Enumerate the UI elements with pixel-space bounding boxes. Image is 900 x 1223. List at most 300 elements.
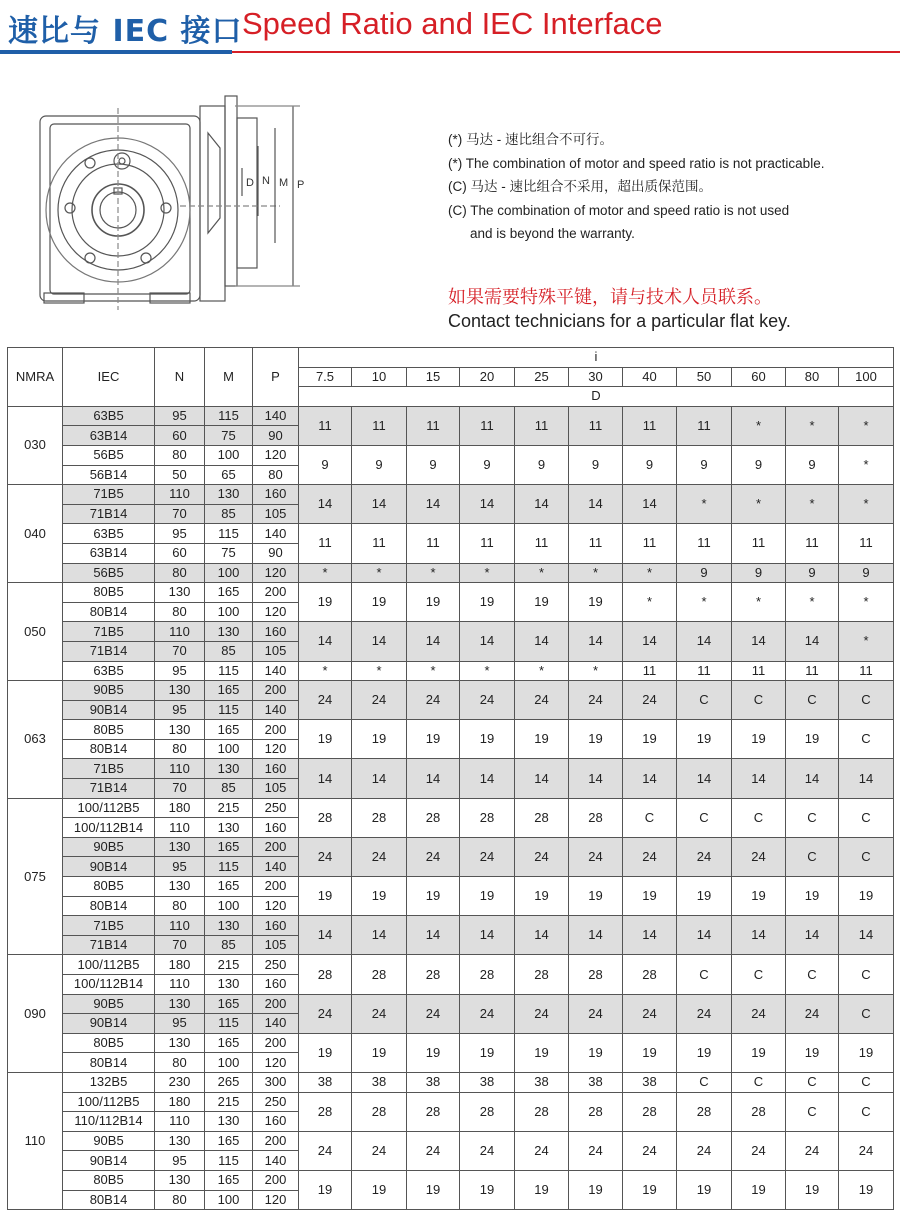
shaft-diameter-cell: 38	[460, 1072, 515, 1092]
p-cell: 120	[253, 445, 299, 465]
shaft-diameter-cell: 9	[786, 563, 839, 583]
iec-cell: 71B5	[63, 759, 155, 779]
n-cell: 80	[155, 445, 205, 465]
shaft-diameter-cell: 9	[786, 445, 839, 484]
m-cell: 115	[205, 700, 253, 720]
m-cell: 165	[205, 583, 253, 603]
shaft-diameter-cell: 24	[407, 681, 460, 720]
m-cell: 265	[205, 1072, 253, 1092]
note-star-cn: (*) 马达 - 速比组合不可行。	[448, 132, 613, 147]
shaft-diameter-cell: 14	[515, 622, 569, 661]
shaft-diameter-cell: *	[569, 563, 623, 583]
n-cell: 180	[155, 955, 205, 975]
shaft-diameter-cell: 24	[407, 994, 460, 1033]
m-cell: 115	[205, 857, 253, 877]
iec-cell: 80B5	[63, 1170, 155, 1190]
shaft-diameter-cell: 19	[623, 877, 677, 916]
shaft-diameter-cell: 19	[786, 877, 839, 916]
shaft-diameter-cell: 19	[407, 1170, 460, 1209]
shaft-diameter-cell: 19	[786, 1170, 839, 1209]
m-cell: 115	[205, 406, 253, 426]
shaft-diameter-cell: 9	[839, 563, 894, 583]
p-cell: 105	[253, 935, 299, 955]
shaft-diameter-cell: 11	[623, 406, 677, 445]
n-cell: 130	[155, 1131, 205, 1151]
shaft-diameter-cell: 28	[460, 798, 515, 837]
p-cell: 250	[253, 1092, 299, 1112]
n-cell: 95	[155, 661, 205, 681]
p-cell: 200	[253, 1170, 299, 1190]
shaft-diameter-cell: 24	[623, 681, 677, 720]
ratio-iec-table	[7, 347, 894, 1210]
shaft-diameter-cell: 24	[407, 837, 460, 876]
p-cell: 140	[253, 700, 299, 720]
shaft-diameter-cell: 28	[407, 955, 460, 994]
iec-cell: 100/112B5	[63, 955, 155, 975]
shaft-diameter-cell: 14	[352, 759, 407, 798]
shaft-diameter-cell: 19	[732, 1033, 786, 1072]
shaft-diameter-cell: 19	[839, 1033, 894, 1072]
shaft-diameter-cell: 24	[299, 1131, 352, 1170]
p-cell: 250	[253, 955, 299, 975]
n-cell: 110	[155, 622, 205, 642]
shaft-diameter-cell: 24	[569, 681, 623, 720]
shaft-diameter-cell: 19	[786, 1033, 839, 1072]
shaft-diameter-cell: C	[839, 720, 894, 759]
table-row	[8, 583, 894, 603]
shaft-diameter-cell: *	[299, 661, 352, 681]
table-row	[8, 1072, 894, 1092]
shaft-diameter-cell: 14	[515, 916, 569, 955]
shaft-diameter-cell: 19	[732, 1170, 786, 1209]
table-row	[8, 524, 894, 544]
m-cell: 130	[205, 916, 253, 936]
shaft-diameter-cell: 24	[677, 1131, 732, 1170]
nmra-size-cell: 110	[8, 1072, 63, 1209]
n-cell: 180	[155, 1092, 205, 1112]
shaft-diameter-cell: 14	[460, 622, 515, 661]
shaft-diameter-cell: 19	[407, 720, 460, 759]
iec-cell: 71B5	[63, 622, 155, 642]
shaft-diameter-cell: 24	[407, 1131, 460, 1170]
shaft-diameter-cell: C	[839, 994, 894, 1033]
shaft-diameter-cell: 14	[299, 916, 352, 955]
p-cell: 105	[253, 641, 299, 661]
iec-cell: 80B5	[63, 583, 155, 603]
shaft-diameter-cell: 24	[352, 994, 407, 1033]
shaft-diameter-cell: C	[786, 955, 839, 994]
shaft-diameter-cell: 28	[515, 798, 569, 837]
n-cell: 70	[155, 504, 205, 524]
shaft-diameter-cell: *	[839, 622, 894, 661]
shaft-diameter-cell: 11	[569, 524, 623, 563]
shaft-diameter-cell: C	[839, 1072, 894, 1092]
shaft-diameter-cell: C	[732, 681, 786, 720]
shaft-diameter-cell: *	[299, 563, 352, 583]
shaft-diameter-cell: 11	[352, 524, 407, 563]
p-cell: 160	[253, 975, 299, 995]
dim-label-n: N	[262, 175, 270, 187]
p-cell: 120	[253, 739, 299, 759]
shaft-diameter-cell: 19	[460, 720, 515, 759]
p-cell: 250	[253, 798, 299, 818]
shaft-diameter-cell: 28	[352, 955, 407, 994]
shaft-diameter-cell: 19	[299, 583, 352, 622]
shaft-diameter-cell: 24	[786, 1131, 839, 1170]
shaft-diameter-cell: 14	[569, 622, 623, 661]
m-cell: 85	[205, 504, 253, 524]
nmra-size-cell: 063	[8, 681, 63, 799]
shaft-diameter-cell: 24	[515, 994, 569, 1033]
shaft-diameter-cell: *	[407, 563, 460, 583]
shaft-diameter-cell: 11	[839, 524, 894, 563]
shaft-diameter-cell: C	[839, 798, 894, 837]
shaft-diameter-cell: 19	[569, 877, 623, 916]
shaft-diameter-cell: 28	[569, 1092, 623, 1131]
p-cell: 200	[253, 837, 299, 857]
iec-cell: 90B5	[63, 994, 155, 1014]
shaft-diameter-cell: 28	[732, 1092, 786, 1131]
dim-label-p: P	[297, 179, 305, 191]
iec-cell: 56B5	[63, 563, 155, 583]
shaft-diameter-cell: 14	[460, 485, 515, 524]
shaft-diameter-cell: 24	[515, 681, 569, 720]
m-cell: 115	[205, 524, 253, 544]
iec-cell: 63B5	[63, 661, 155, 681]
n-cell: 80	[155, 896, 205, 916]
table-row	[8, 720, 894, 740]
table-row	[8, 759, 894, 779]
shaft-diameter-cell: 14	[732, 622, 786, 661]
contact-note-en: Contact technicians for a particular flat key.	[448, 311, 791, 331]
shaft-diameter-cell: 19	[407, 583, 460, 622]
shaft-diameter-cell: *	[839, 445, 894, 484]
m-cell: 100	[205, 563, 253, 583]
p-cell: 105	[253, 504, 299, 524]
shaft-diameter-cell: 11	[677, 661, 732, 681]
shaft-diameter-cell: 24	[569, 994, 623, 1033]
title-english: Speed Ratio and IEC Interface	[242, 6, 663, 41]
iec-cell: 56B5	[63, 445, 155, 465]
shaft-diameter-cell: 19	[460, 1170, 515, 1209]
p-cell: 80	[253, 465, 299, 485]
table-row	[8, 837, 894, 857]
m-cell: 130	[205, 975, 253, 995]
m-cell: 165	[205, 994, 253, 1014]
shaft-diameter-cell: C	[732, 1072, 786, 1092]
shaft-diameter-cell: 9	[407, 445, 460, 484]
shaft-diameter-cell: 28	[352, 1092, 407, 1131]
nmra-size-cell: 075	[8, 798, 63, 955]
table-row	[8, 877, 894, 897]
p-cell: 90	[253, 426, 299, 446]
iec-cell: 90B14	[63, 857, 155, 877]
ratio-header-cell: 15	[407, 367, 460, 387]
p-cell: 105	[253, 779, 299, 799]
shaft-diameter-cell: 19	[407, 1033, 460, 1072]
shaft-diameter-cell: *	[677, 485, 732, 524]
shaft-diameter-cell: 9	[460, 445, 515, 484]
shaft-diameter-cell: 19	[515, 1170, 569, 1209]
table-row	[8, 1033, 894, 1053]
iec-cell: 63B14	[63, 543, 155, 563]
shaft-diameter-cell: 11	[677, 406, 732, 445]
n-cell: 95	[155, 700, 205, 720]
shaft-diameter-cell: *	[515, 563, 569, 583]
shaft-diameter-cell: 24	[677, 994, 732, 1033]
n-cell: 110	[155, 916, 205, 936]
shaft-diameter-cell: *	[623, 563, 677, 583]
p-cell: 160	[253, 485, 299, 505]
m-cell: 115	[205, 661, 253, 681]
m-cell: 165	[205, 1131, 253, 1151]
shaft-diameter-cell: 11	[677, 524, 732, 563]
shaft-diameter-cell: 14	[677, 622, 732, 661]
contact-note-cn: 如果需要特殊平键，请与技术人员联系。	[448, 287, 772, 308]
shaft-diameter-cell: 24	[299, 681, 352, 720]
shaft-diameter-cell: C	[839, 955, 894, 994]
shaft-diameter-cell: 14	[732, 759, 786, 798]
p-cell: 160	[253, 818, 299, 838]
m-cell: 165	[205, 1170, 253, 1190]
ratio-header-cell: 20	[460, 367, 515, 387]
iec-cell: 100/112B5	[63, 798, 155, 818]
shaft-diameter-cell: 28	[407, 798, 460, 837]
p-cell: 120	[253, 1190, 299, 1210]
shaft-diameter-cell: *	[515, 661, 569, 681]
p-cell: 200	[253, 1033, 299, 1053]
shaft-diameter-cell: 14	[839, 759, 894, 798]
shaft-diameter-cell: 14	[623, 485, 677, 524]
shaft-diameter-cell: 9	[677, 563, 732, 583]
shaft-diameter-cell: 19	[839, 877, 894, 916]
shaft-diameter-cell: 9	[677, 445, 732, 484]
shaft-diameter-cell: *	[460, 563, 515, 583]
shaft-diameter-cell: *	[732, 583, 786, 622]
shaft-diameter-cell: 28	[677, 1092, 732, 1131]
n-cell: 130	[155, 1033, 205, 1053]
shaft-diameter-cell: 28	[299, 1092, 352, 1131]
shaft-diameter-cell: *	[460, 661, 515, 681]
m-cell: 85	[205, 641, 253, 661]
shaft-diameter-cell: 14	[515, 759, 569, 798]
shaft-diameter-cell: *	[839, 485, 894, 524]
shaft-diameter-cell: 19	[299, 720, 352, 759]
shaft-diameter-cell: 9	[569, 445, 623, 484]
shaft-diameter-cell: 28	[569, 955, 623, 994]
m-cell: 130	[205, 622, 253, 642]
shaft-diameter-cell: 14	[732, 916, 786, 955]
n-cell: 95	[155, 1151, 205, 1171]
shaft-diameter-cell: 19	[352, 583, 407, 622]
shaft-diameter-cell: 19	[515, 1033, 569, 1072]
shaft-diameter-cell: 19	[515, 877, 569, 916]
shaft-diameter-cell: *	[569, 661, 623, 681]
shaft-diameter-cell: 11	[839, 661, 894, 681]
shaft-diameter-cell: *	[786, 583, 839, 622]
shaft-diameter-cell: 14	[460, 759, 515, 798]
iec-cell: 132B5	[63, 1072, 155, 1092]
shaft-diameter-cell: 9	[623, 445, 677, 484]
m-cell: 75	[205, 543, 253, 563]
shaft-diameter-cell: *	[407, 661, 460, 681]
shaft-diameter-cell: C	[677, 798, 732, 837]
shaft-diameter-cell: *	[352, 563, 407, 583]
shaft-diameter-cell: 24	[460, 837, 515, 876]
shaft-diameter-cell: C	[839, 837, 894, 876]
m-cell: 130	[205, 1112, 253, 1132]
m-cell: 215	[205, 1092, 253, 1112]
iec-cell: 71B5	[63, 485, 155, 505]
iec-cell: 71B14	[63, 935, 155, 955]
table-row	[8, 1170, 894, 1190]
shaft-diameter-cell: 24	[460, 681, 515, 720]
p-cell: 160	[253, 916, 299, 936]
shaft-diameter-cell: 24	[623, 994, 677, 1033]
shaft-diameter-cell: 19	[623, 1170, 677, 1209]
p-cell: 140	[253, 661, 299, 681]
shaft-diameter-cell: 14	[299, 485, 352, 524]
shaft-diameter-cell: 11	[623, 661, 677, 681]
note-star-en: (*) The combination of motor and speed ratio is not practicable.	[448, 155, 825, 171]
iec-cell: 110/112B14	[63, 1112, 155, 1132]
dim-label-d: D	[246, 177, 254, 189]
shaft-diameter-cell: 11	[786, 661, 839, 681]
shaft-diameter-cell: 11	[732, 524, 786, 563]
shaft-diameter-cell: 19	[407, 877, 460, 916]
shaft-diameter-cell: 38	[569, 1072, 623, 1092]
iec-cell: 90B14	[63, 1014, 155, 1034]
n-cell: 50	[155, 465, 205, 485]
n-cell: 70	[155, 641, 205, 661]
nmra-size-cell: 030	[8, 406, 63, 484]
shaft-diameter-cell: *	[786, 485, 839, 524]
shaft-diameter-cell: *	[839, 406, 894, 445]
m-cell: 115	[205, 1014, 253, 1034]
n-cell: 80	[155, 563, 205, 583]
shaft-diameter-cell: 11	[407, 524, 460, 563]
p-cell: 140	[253, 1014, 299, 1034]
shaft-diameter-cell: *	[732, 485, 786, 524]
iec-cell: 63B5	[63, 406, 155, 426]
p-cell: 90	[253, 543, 299, 563]
shaft-diameter-cell: 24	[732, 994, 786, 1033]
table-row	[8, 563, 894, 583]
n-cell: 130	[155, 583, 205, 603]
n-cell: 95	[155, 857, 205, 877]
p-cell: 140	[253, 857, 299, 877]
m-cell: 165	[205, 681, 253, 701]
shaft-diameter-cell: 24	[299, 994, 352, 1033]
shaft-diameter-cell: 28	[623, 955, 677, 994]
shaft-diameter-cell: 19	[623, 720, 677, 759]
shaft-diameter-cell: 14	[407, 485, 460, 524]
shaft-diameter-cell: 14	[677, 759, 732, 798]
shaft-diameter-cell: 19	[677, 720, 732, 759]
p-cell: 140	[253, 406, 299, 426]
ratio-header-cell: 60	[732, 367, 786, 387]
shaft-diameter-cell: 38	[515, 1072, 569, 1092]
iec-cell: 56B14	[63, 465, 155, 485]
title-chinese: 速比与 IEC 接口	[8, 14, 243, 49]
iec-cell: 63B5	[63, 524, 155, 544]
table-row	[8, 406, 894, 426]
header-m: M	[205, 348, 253, 407]
n-cell: 130	[155, 681, 205, 701]
iec-cell: 71B14	[63, 641, 155, 661]
n-cell: 110	[155, 1112, 205, 1132]
iec-cell: 90B5	[63, 837, 155, 857]
shaft-diameter-cell: C	[786, 681, 839, 720]
shaft-diameter-cell: 11	[460, 406, 515, 445]
shaft-diameter-cell: 24	[569, 837, 623, 876]
ratio-header-cell: 40	[623, 367, 677, 387]
iec-cell: 100/112B14	[63, 975, 155, 995]
p-cell: 200	[253, 1131, 299, 1151]
shaft-diameter-cell: 11	[623, 524, 677, 563]
shaft-diameter-cell: 14	[677, 916, 732, 955]
iec-cell: 80B5	[63, 720, 155, 740]
shaft-diameter-cell: 24	[677, 837, 732, 876]
shaft-diameter-cell: 14	[352, 622, 407, 661]
shaft-diameter-cell: 14	[786, 622, 839, 661]
shaft-diameter-cell: 19	[352, 1170, 407, 1209]
shaft-diameter-cell: 28	[299, 955, 352, 994]
p-cell: 160	[253, 1112, 299, 1132]
shaft-diameter-cell: 11	[460, 524, 515, 563]
m-cell: 165	[205, 837, 253, 857]
shaft-diameter-cell: 38	[623, 1072, 677, 1092]
m-cell: 130	[205, 818, 253, 838]
n-cell: 230	[155, 1072, 205, 1092]
iec-cell: 80B5	[63, 877, 155, 897]
table-row	[8, 661, 894, 681]
shaft-diameter-cell: 24	[352, 837, 407, 876]
shaft-diameter-cell: 19	[352, 720, 407, 759]
shaft-diameter-cell: 28	[515, 955, 569, 994]
m-cell: 65	[205, 465, 253, 485]
shaft-diameter-cell: 19	[732, 720, 786, 759]
shaft-diameter-cell: 14	[407, 916, 460, 955]
table-row	[8, 445, 894, 465]
m-cell: 165	[205, 877, 253, 897]
shaft-diameter-cell: 14	[299, 622, 352, 661]
shaft-diameter-cell: C	[732, 798, 786, 837]
iec-cell: 100/112B5	[63, 1092, 155, 1112]
iec-cell: 100/112B14	[63, 818, 155, 838]
ratio-header-cell: 7.5	[299, 367, 352, 387]
m-cell: 130	[205, 485, 253, 505]
shaft-diameter-cell: C	[677, 1072, 732, 1092]
shaft-diameter-cell: 9	[732, 445, 786, 484]
shaft-diameter-cell: *	[839, 583, 894, 622]
shaft-diameter-cell: 19	[569, 1170, 623, 1209]
p-cell: 200	[253, 877, 299, 897]
table-row	[8, 955, 894, 975]
n-cell: 110	[155, 759, 205, 779]
shaft-diameter-cell: 38	[299, 1072, 352, 1092]
shaft-diameter-cell: C	[839, 681, 894, 720]
p-cell: 200	[253, 994, 299, 1014]
shaft-diameter-cell: 19	[460, 1033, 515, 1072]
shaft-diameter-cell: 24	[299, 837, 352, 876]
shaft-diameter-cell: 14	[623, 622, 677, 661]
shaft-diameter-cell: 9	[299, 445, 352, 484]
notes	[448, 128, 824, 246]
iec-cell: 71B14	[63, 504, 155, 524]
m-cell: 85	[205, 935, 253, 955]
shaft-diameter-cell: 38	[407, 1072, 460, 1092]
